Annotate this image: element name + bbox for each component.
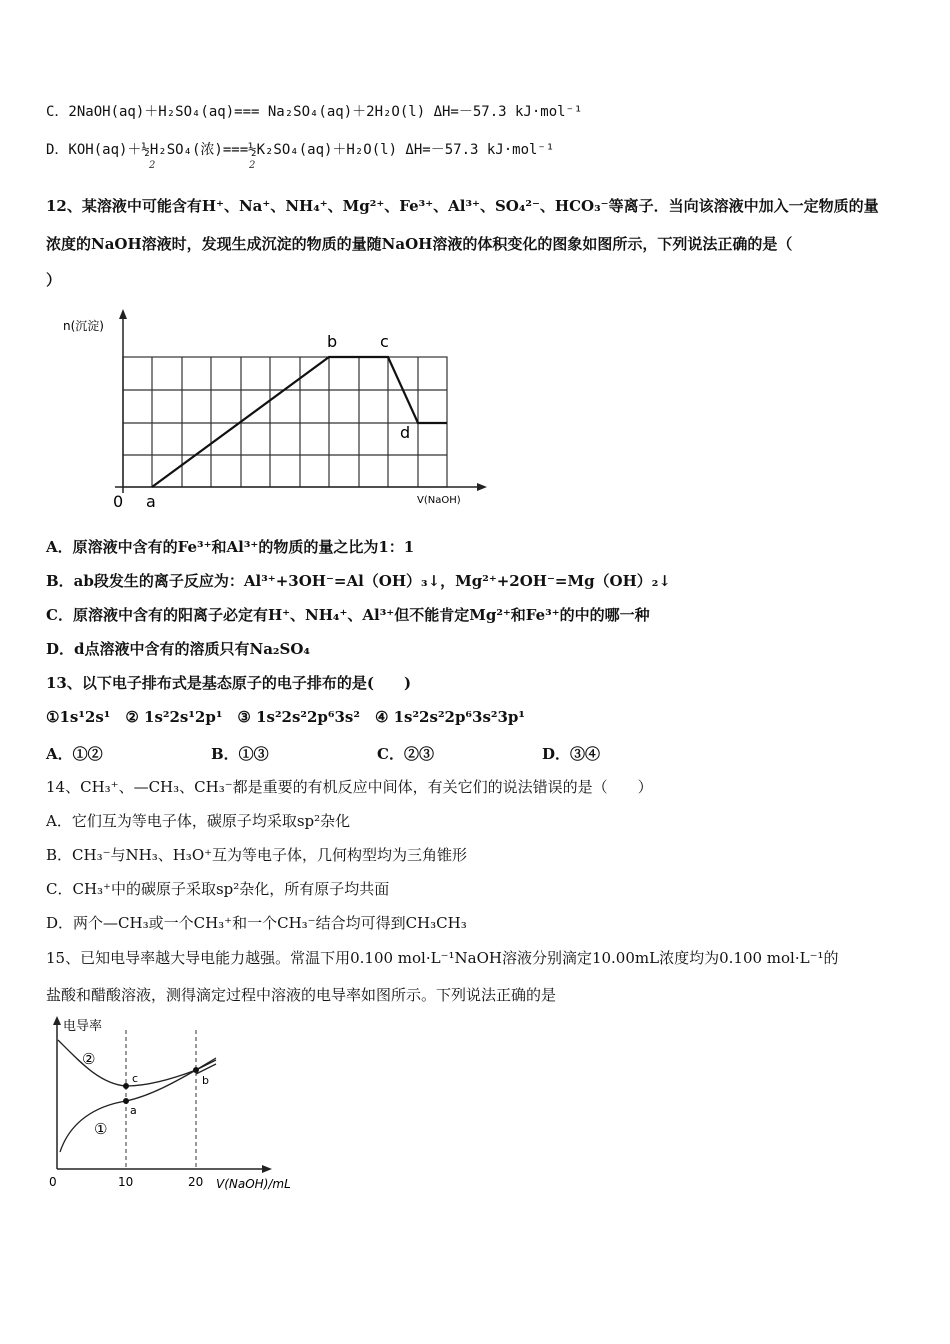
- x-axis-arrow: [477, 483, 487, 491]
- point-c-label: c: [132, 1072, 139, 1085]
- q14-option-d: D．两个—CH₃或一个CH₃⁺和一个CH₃⁻结合均可得到CH₃CH₃: [46, 914, 467, 932]
- q11-fraction-denominator: 2: [149, 160, 156, 171]
- q13-configurations: ①1s¹2s¹ ② 1s²2s¹2p¹ ③ 1s²2s²2p⁶3s² ④ 1s²2s²2p⁶3s²3p¹: [46, 708, 525, 726]
- point-a: [123, 1098, 129, 1104]
- point-b-label: b: [202, 1074, 209, 1087]
- point-b-label: b: [327, 332, 338, 351]
- chart-grid: [123, 357, 447, 487]
- q15-stem-line2: 盐酸和醋酸溶液，测得滴定过程中溶液的电导率如图所示。下列说法正确的是: [46, 986, 557, 1004]
- q12-option-d: D．d点溶液中含有的溶质只有Na₂SO₄: [46, 640, 310, 658]
- q12-option-c: C．原溶液中含有的阳离子必定有H⁺、NH₄⁺、Al³⁺但不能肯定Mg²⁺和Fe³⁺的中的哪一种: [46, 606, 650, 624]
- q12-stem-line3: ）: [46, 271, 62, 289]
- curve-2-label: ②: [82, 1050, 96, 1068]
- q13-option-b: B．①③: [211, 745, 269, 763]
- chart-x-label: V(NaOH)/mL: [216, 1177, 291, 1191]
- q13-stem: 13、以下电子排布式是基态原子的电子排布的是( ): [46, 674, 412, 692]
- q11-option-c: C．2NaOH(aq)＋H₂SO₄(aq)=== Na₂SO₄(aq)＋2H₂O(l) ΔH=－57.3 kJ·mol⁻¹: [46, 104, 583, 120]
- q14-option-a: A．它们互为等电子体，碳原子均采取sp²杂化: [46, 812, 351, 830]
- y-axis-arrow: [119, 309, 127, 319]
- point-a-label: a: [130, 1104, 137, 1117]
- tick-0: 0: [49, 1175, 57, 1189]
- q12-option-a: A．原溶液中含有的Fe³⁺和Al³⁺的物质的量之比为1：1: [46, 538, 415, 556]
- point-a-label: a: [146, 492, 156, 511]
- q12-precipitate-chart: [55, 305, 495, 515]
- point-c: [123, 1083, 129, 1089]
- chart-y-label: 电导率: [63, 1019, 103, 1034]
- q13-option-a: A．①②: [46, 745, 103, 763]
- q13-option-d: D．③④: [542, 745, 601, 763]
- q12-stem-line1: 12、某溶液中可能含有H⁺、Na⁺、NH₄⁺、Mg²⁺、Fe³⁺、Al³⁺、SO₄²⁻、HCO₃⁻等离子．当向该溶液中加入一定物质的量: [46, 197, 879, 215]
- point-d-label: d: [400, 423, 411, 442]
- q11-fraction-denominator: 2: [249, 160, 256, 171]
- q15-conductivity-chart: [40, 1012, 330, 1197]
- q14-stem: 14、CH₃⁺、—CH₃、CH₃⁻都是重要的有机反应中间体，有关它们的说法错误的是（ ）: [46, 778, 653, 796]
- chart-y-label: n(沉淀): [63, 319, 104, 333]
- origin-label: 0: [113, 492, 124, 511]
- curve-1-label: ①: [94, 1120, 108, 1138]
- x-axis-arrow: [262, 1165, 272, 1173]
- q12-option-b: B．ab段发生的离子反应为：Al³⁺+3OH⁻=Al（OH）₃↓，Mg²⁺+2OH⁻=Mg（OH）₂↓: [46, 572, 671, 590]
- q14-option-b: B．CH₃⁻与NH₃、H₃O⁺互为等电子体，几何构型均为三角锥形: [46, 846, 468, 864]
- tick-10: 10: [118, 1175, 134, 1189]
- q13-option-c: C．②③: [377, 745, 434, 763]
- y-axis-arrow: [53, 1016, 61, 1025]
- q11-option-d: D．KOH(aq)＋½H₂SO₄(浓)===½K₂SO₄(aq)＋H₂O(l) ΔH=－57.3 kJ·mol⁻¹: [46, 142, 555, 158]
- q12-stem-line2: 浓度的NaOH溶液时，发现生成沉淀的物质的量随NaOH溶液的体积变化的图象如图所示，下列说法正确的是（: [46, 235, 793, 253]
- q14-option-c: C．CH₃⁺中的碳原子采取sp²杂化，所有原子均共面: [46, 880, 390, 898]
- point-b: [193, 1067, 199, 1073]
- chart-x-label: V(NaOH): [417, 495, 461, 506]
- point-c-label: c: [380, 332, 389, 351]
- tick-20: 20: [188, 1175, 204, 1189]
- q15-stem-line1: 15、已知电导率越大导电能力越强。常温下用0.100 mol·L⁻¹NaOH溶液分别滴定10.00mL浓度均为0.100 mol·L⁻¹的: [46, 949, 839, 967]
